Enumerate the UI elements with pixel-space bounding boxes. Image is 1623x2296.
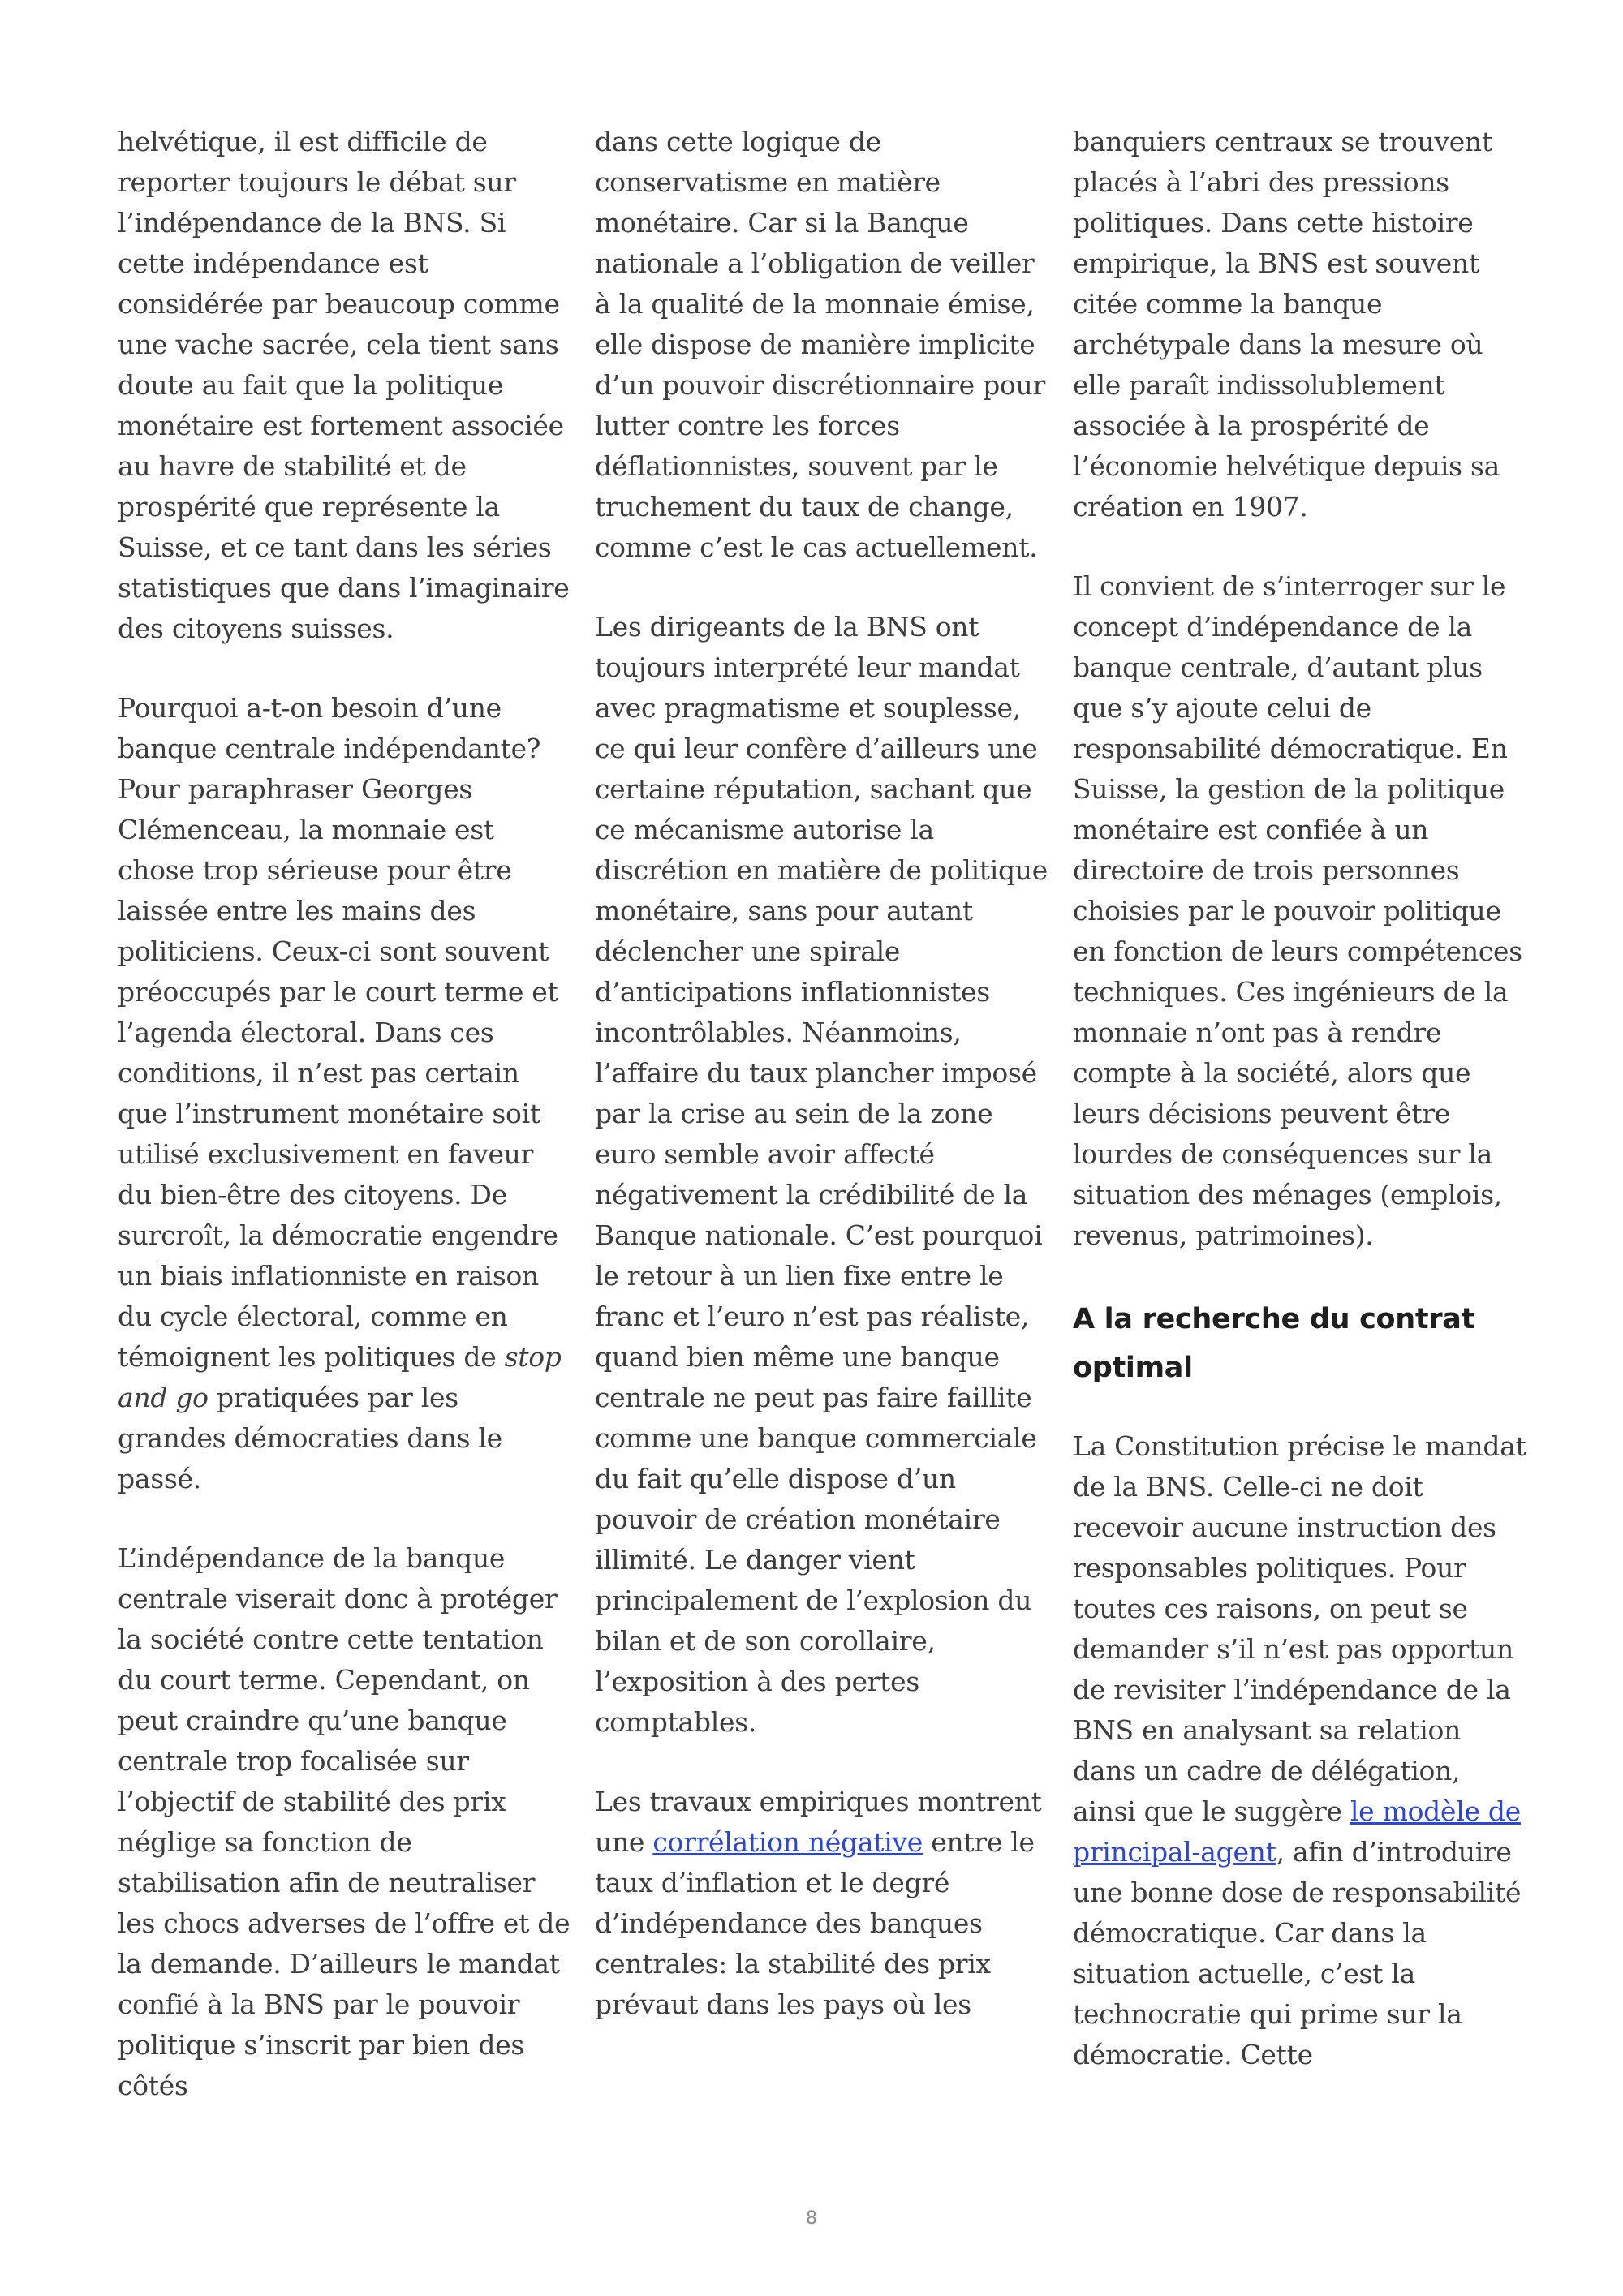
paragraph: Les dirigeants de la BNS ont toujours interprété leur mandat avec pragmatisme et souplesse, ce qui leur confère d’ailleurs une certaine réputation, sachant que ce mécanisme autorise la discrétion en matière de politique monétaire, sans pour autant déclencher une spirale d’anticipations inflationnistes incontrôlables. Néanmoins, l’affaire du taux plancher imposé par la crise au sein de la zone euro semble avoir affecté négativement la crédibilité de la Banque nationale. C’est pourquoi le retour à un lien fixe entre le franc et l’euro n’est pas réaliste, quand bien même une banque centrale ne peut pas faire faillite comme une banque commerciale du fait qu’elle dispose d’un pouvoir de création monétaire illimité. Le danger vient principalement de l’explosion du bilan et de son corollaire, l’exposition à des pertes comptables. xyxy=(595,611,1048,1738)
text-column-3 xyxy=(1073,122,1527,2114)
paragraph: Il convient de s’interroger sur le concept d’indépendance de la banque centrale, d’autant plus que s’y ajoute celui de responsabilité démocratique. En Suisse, la gestion de la politique monétaire est confiée à un directoire de trois personnes choisies par le pouvoir politique en fonction de leurs compétences techniques. Ces ingénieurs de la monnaie n’ont pas à rendre compte à la société, alors que leurs décisions peuvent être lourdes de conséquences sur la situation des ménages (emplois, revenus, patrimoines). xyxy=(1073,570,1522,1251)
section-heading: A la recherche du contrat optimal xyxy=(1073,1303,1475,1384)
italic-text: stop and go xyxy=(118,1341,562,1413)
principal-agent-link[interactable]: le modèle de principal-agent xyxy=(1073,1795,1521,1868)
paragraph: banquiers centraux se trouvent placés à l’abri des pressions politiques. Dans cette histoire empirique, la BNS est souvent citée comme la banque archétypale dans la mesure où elle paraît indissolublement associée à la prospérité de l’économie helvétique depuis sa création en 1907. xyxy=(1073,126,1500,522)
text-column-1 xyxy=(118,122,572,2145)
text-span: entre le taux d’inflation et le degré d’indépendance des banques centrales: la stabilité des prix prévaut dans les pays où les xyxy=(595,1826,1035,2020)
text-span: pratiquées par les grandes démocraties dans le passé. xyxy=(118,1382,502,1494)
text-column-2 xyxy=(595,122,1049,2064)
text-span: Pourquoi a-t-on besoin d’une banque centrale indépendante? Pour paraphraser Georges Clémenceau, la monnaie est chose trop sérieuse pour être laissée entre les mains des politiciens. Ceux-ci sont souvent préoccupés par le court terme et l’agenda électoral. Dans ces conditions, il n’est pas certain que l’instrument monétaire soit utilisé exclusivement en faveur du bien-être des citoyens. De surcroît, la démocratie engendre un biais inflationniste en raison du cycle électoral, comme en témoignent les politiques de xyxy=(118,692,558,1373)
paragraph xyxy=(118,688,572,1499)
page-number: 8 xyxy=(806,2208,817,2229)
text-span: La Constitution précise le mandat de la BNS. Celle-ci ne doit recevoir aucune instruction des responsables politiques. Pour toutes ces raisons, on peut se demander s’il n’est pas opportun de revisiter l’indépendance de la BNS en analysant sa relation dans un cadre de délégation, ainsi que le suggère xyxy=(1073,1430,1526,1827)
correlation-link[interactable]: corrélation négative xyxy=(652,1826,923,1858)
paragraph: dans cette logique de conservatisme en matière monétaire. Car si la Banque nationale a l’obligation de veiller à la qualité de la monnaie émise, elle dispose de manière implicite d’un pouvoir discrétionnaire pour lutter contre les forces déflationnistes, souvent par le truchement du taux de change, comme c’est le cas actuellement. xyxy=(595,126,1045,563)
text-span: Les travaux empiriques montrent une xyxy=(595,1786,1042,1858)
paragraph: helvétique, il est difficile de reporter toujours le débat sur l’indépendance de la BNS. Si cette indépendance est considérée par beaucoup comme une vache sacrée, cela tient sans doute au fait que la politique monétaire est fortement associée au havre de stabilité et de prospérité que représente la Suisse, et ce tant dans les séries statistiques que dans l’imaginaire des citoyens suisses. xyxy=(118,126,570,644)
paragraph xyxy=(595,1782,1049,2025)
paragraph: L’indépendance de la banque centrale viserait donc à protéger la société contre cette tentation du court terme. Cependant, on peut craindre qu’une banque centrale trop focalisée sur l’objectif de stabilité des prix néglige sa fonction de stabilisation afin de neutraliser les chocs adverses de l’offre et de la demande. D’ailleurs le mandat confié à la BNS par le pouvoir politique s’inscrit par bien des côtés xyxy=(118,1542,570,2101)
text-span: , afin d’introduire une bonne dose de responsabilité démocratique. Car dans la situation actuelle, c’est la technocratie qui prime sur la démocratie. Cette xyxy=(1073,1836,1522,2070)
paragraph xyxy=(1073,1426,1527,2075)
